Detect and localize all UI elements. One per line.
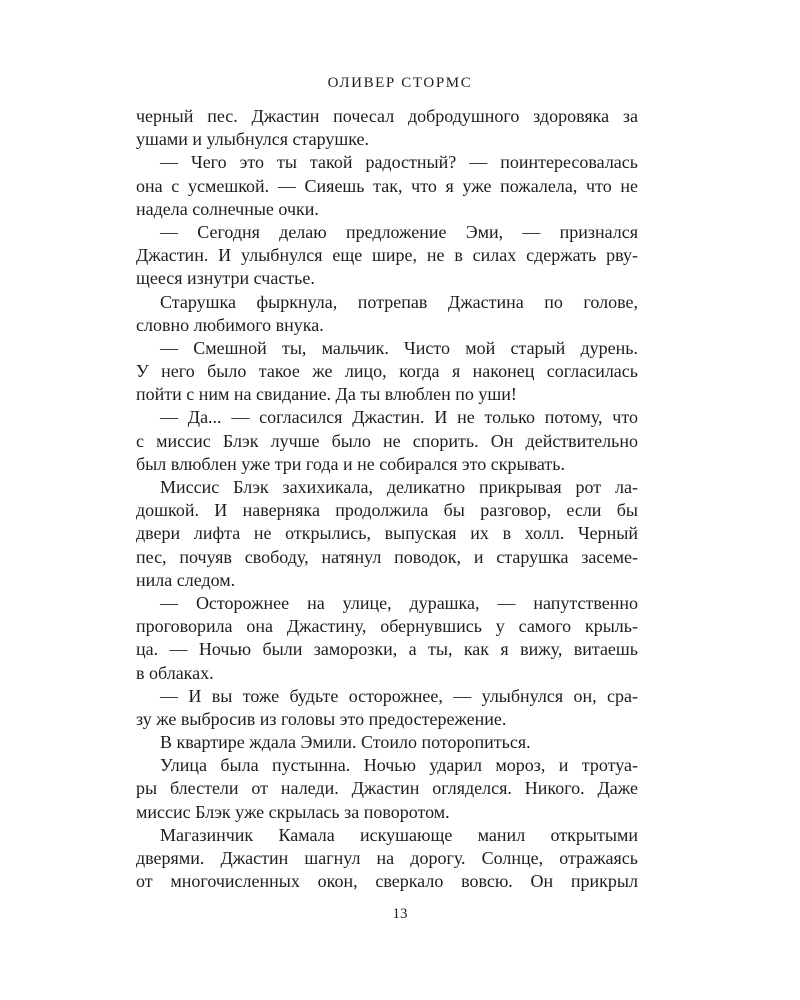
text-line: — Осторожнее на улице, дурашка, — напутственно: [160, 592, 638, 613]
text-line: ца. — Ночью были заморозки, а ты, как я вижу, витаешь: [136, 639, 638, 660]
text-line: Магазинчик Камала искушающе манил открытыми: [160, 824, 638, 845]
text-line: она с усмешкой. — Сияешь так, что я уже пожалела, что не: [136, 175, 638, 196]
text-line: зу же выбросив из головы это предостережение.: [136, 708, 507, 729]
text-line: дверями. Джастин шагнул на дорогу. Солнце, отражаясь: [136, 848, 638, 868]
text-line: У него было такое же лицо, когда я наконец согласилась: [136, 361, 638, 382]
text-line: В квартире ждала Эмили. Стоило поторопиться.: [160, 732, 531, 753]
text-line: — Смешной ты, мальчик. Чисто мой старый дурень.: [160, 337, 638, 358]
text-line: Улица была пустынна. Ночью ударил мороз, и тротуа-: [160, 755, 638, 776]
body-text: [136, 105, 638, 893]
text-line: дошкой. И наверняка продолжила бы разговор, если бы: [136, 500, 638, 521]
running-head: ОЛИВЕР СТОРМС: [327, 75, 473, 91]
text-line: от многочисленных окон, сверкало вовсю. Он прикрыл: [136, 871, 638, 892]
text-line: словно любимого внука.: [136, 314, 324, 335]
text-line: ры блестели от наледи. Джастин огляделся. Никого. Даже: [136, 778, 638, 799]
text-line: — Чего это ты такой радостный? — поинтересовалась: [160, 152, 638, 173]
text-line: нила следом.: [136, 569, 236, 590]
page-number: 13: [392, 906, 408, 922]
text-line: был влюблен уже три года и не собирался это скрывать.: [136, 453, 565, 474]
text-line: — Сегодня делаю предложение Эми, — признался: [160, 221, 638, 242]
text-line: проговорила она Джастину, обернувшись у самого крыль-: [136, 616, 638, 637]
text-line: пойти с ним на свидание. Да ты влюблен по уши!: [136, 384, 517, 405]
text-line: черный пес. Джастин почесал добродушного здоровяка за: [136, 106, 638, 126]
text-line: Миссис Блэк захихикала, деликатно прикрывая рот ла-: [160, 477, 638, 497]
text-line: ушами и улыбнулся старушке.: [136, 129, 370, 150]
text-line: Старушка фыркнула, потрепав Джастина по голове,: [160, 291, 638, 312]
text-line: пес, почуяв свободу, натянул поводок, и старушка засеме-: [136, 546, 638, 567]
text-line: с миссис Блэк лучше было не спорить. Он действительно: [136, 430, 638, 451]
text-line: — Да... — согласился Джастин. И не только потому, что: [160, 407, 638, 428]
text-line: надела солнечные очки.: [136, 198, 319, 219]
text-line: в облаках.: [136, 662, 214, 683]
text-line: щееся изнутри счастье.: [136, 268, 315, 289]
text-line: Джастин. И улыбнулся еще шире, не в силах сдержать рву-: [136, 245, 638, 266]
text-line: миссис Блэк уже скрылась за поворотом.: [136, 801, 450, 822]
text-line: — И вы тоже будьте осторожнее, — улыбнулся он, сра-: [160, 685, 638, 706]
text-line: двери лифта не открылись, выпуская их в холл. Черный: [136, 523, 638, 544]
